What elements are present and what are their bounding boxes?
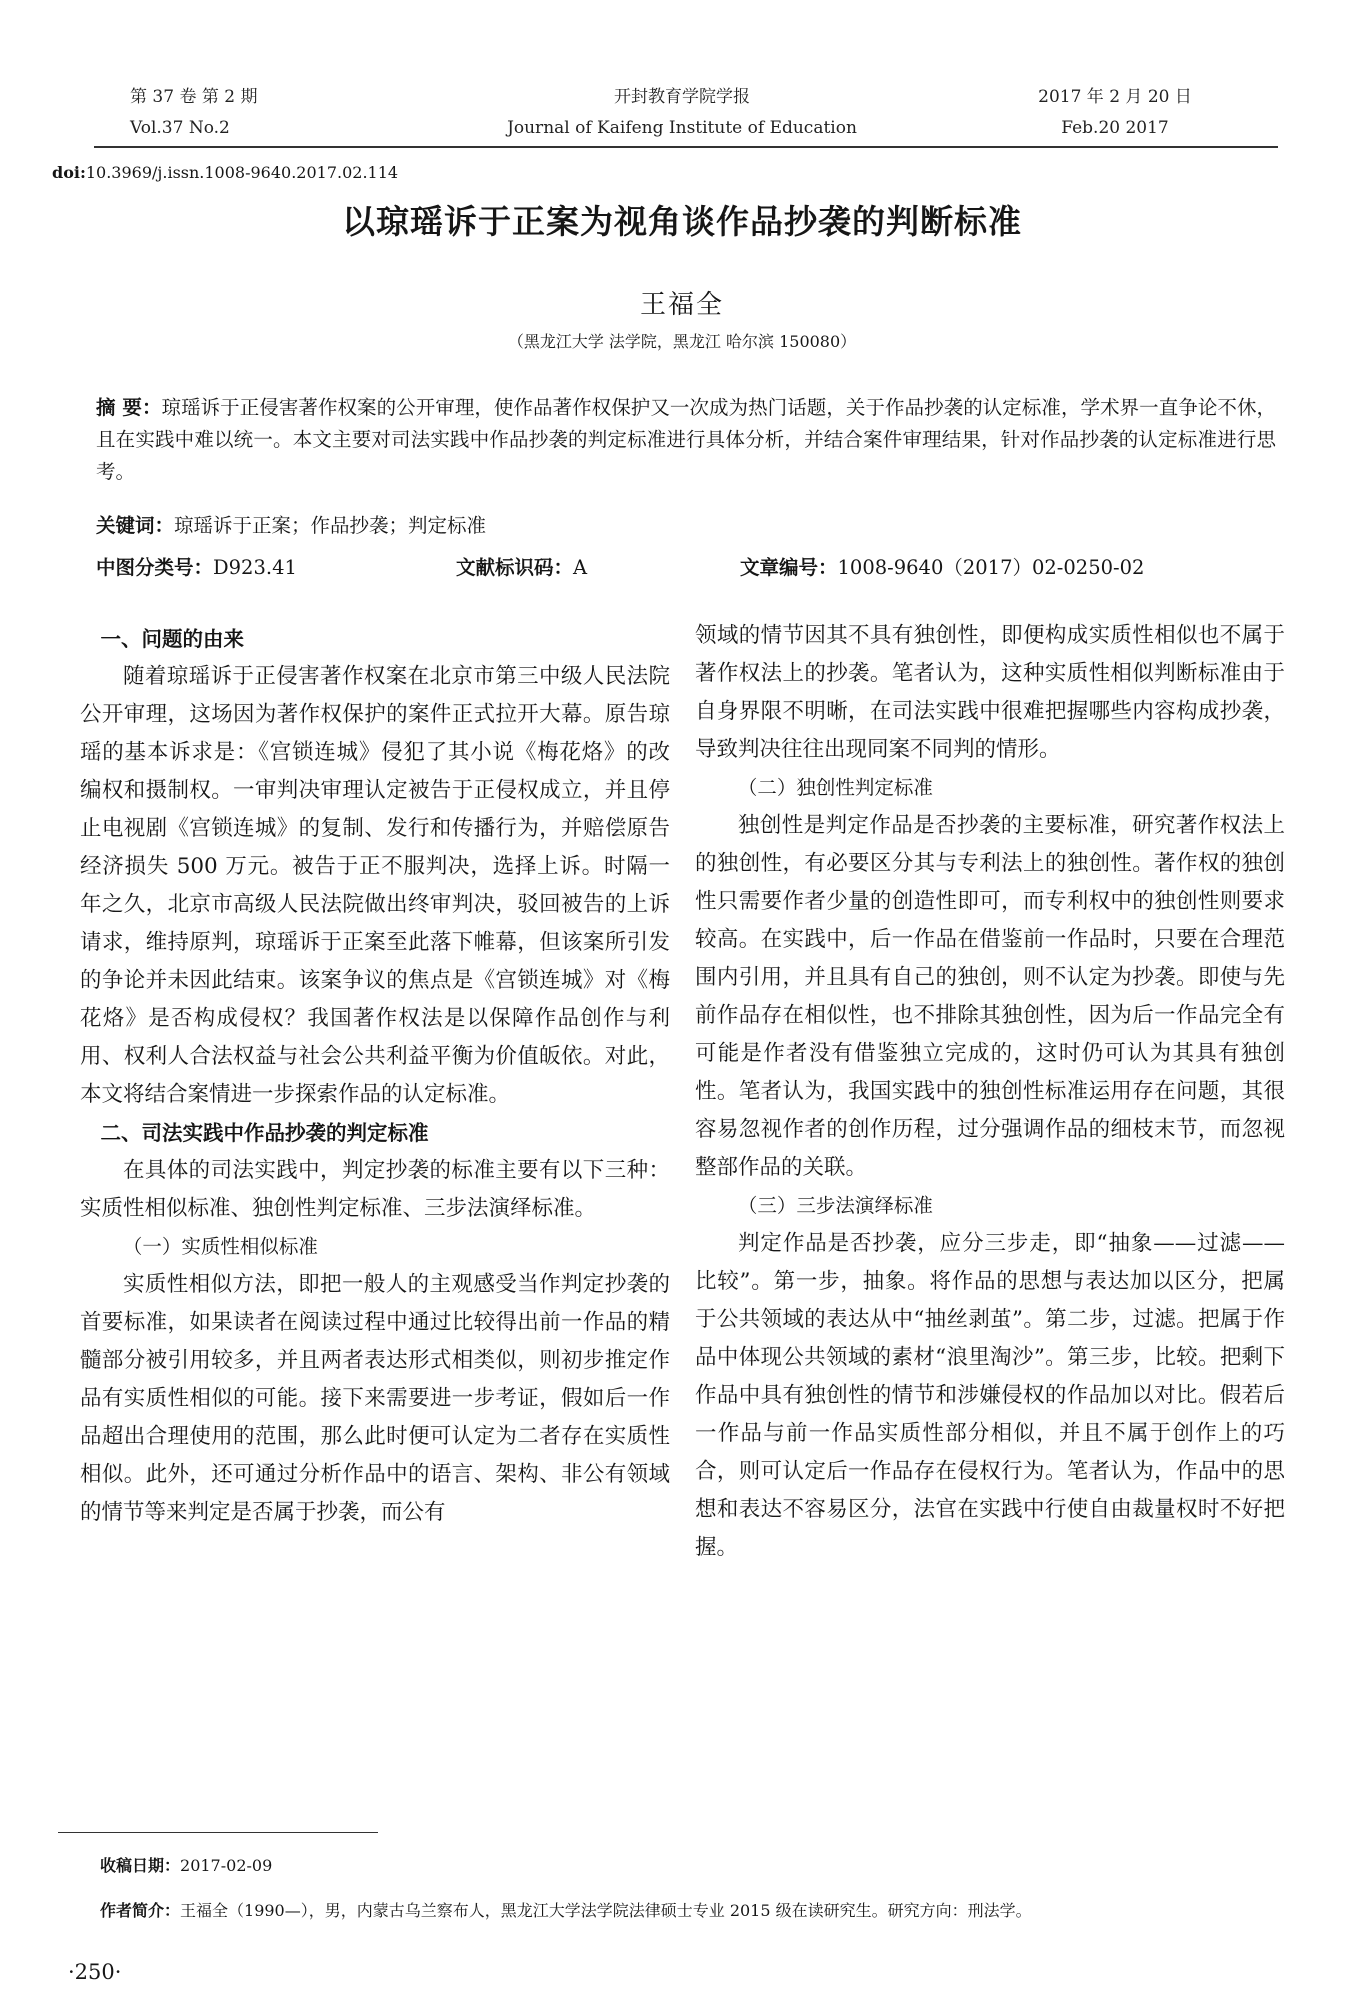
keywords-text: 琼瑶诉于正案；作品抄袭；判定标准	[174, 514, 487, 537]
header-journal-en: Journal of Kaifeng Institute of Education	[507, 118, 857, 138]
bio-text: 王福全（1990—），男，内蒙古乌兰察布人，黑龙江大学法学院法律硕士专业 2015 级在读研究生。研究方向：刑法学。	[180, 1901, 1032, 1920]
header-volume-en: Vol.37 No.2	[130, 118, 230, 138]
doi-label: doi:	[52, 163, 86, 182]
doi-line	[52, 163, 398, 182]
subsection-heading: （一）实质性相似标准	[122, 1235, 318, 1258]
article-title: 以琼瑶诉于正案为视角谈作品抄袭的判断标准	[342, 202, 1022, 241]
abstract-text: 琼瑶诉于正侵害著作权案的公开审理，使作品著作权保护又一次成为热门话题，关于作品抄袭的认定标准，学术界一直争论不休，且在实践中难以统一。本文主要对司法实践中作品抄袭的判定标准进行具体分析，并结合案件审理结果，针对作品抄袭的认定标准进行思考。	[96, 396, 1276, 483]
keywords	[96, 510, 486, 538]
header-date-en: Feb.20 2017	[1061, 118, 1169, 138]
document-code-value: A	[573, 556, 588, 579]
footnote-rule	[58, 1832, 378, 1833]
header-rule	[94, 146, 1278, 148]
paragraph: 独创性是判定作品是否抄袭的主要标准，研究著作权法上的独创性，有必要区分其与专利法上的独创性。著作权的独创性只需要作者少量的创造性即可，而专利权中的独创性则要求较高。在实践中，后一作品在借鉴前一作品时，只要在合理范围内引用，并且具有自己的独创，则不认定为抄袭。即使与先前作品存在相似性，也不排除其独创性，因为后一作品完全有可能是作者没有借鉴独立完成的，这时仍可认为其具有独创性。笔者认为，我国实践中的独创性标准运用存在问题，其很容易忽视作者的创作历程，过分强调作品的细枝末节，而忽视整部作品的关联。	[695, 813, 1285, 1180]
paragraph-continued: 领域的情节因其不具有独创性，即便构成实质性相似也不属于著作权法上的抄袭。笔者认为，这种实质性相似判断标准由于自身界限不明晰，在司法实践中很难把握哪些内容构成抄袭，导致判决往往出现同案不同判的情形。	[695, 623, 1285, 762]
article-number-value: 1008-9640（2017）02-0250-02	[837, 556, 1145, 579]
subsection-heading: （三）三步法演绎标准	[737, 1194, 933, 1217]
received-date	[100, 1853, 272, 1876]
author-affiliation: （黑龙江大学 法学院，黑龙江 哈尔滨 150080）	[507, 332, 857, 351]
section-heading-1: 一、问题的由来	[100, 627, 244, 651]
author-bio	[100, 1898, 1032, 1921]
document-code	[456, 552, 587, 580]
subsection-heading: （二）独创性判定标准	[737, 776, 933, 799]
classification	[96, 552, 297, 580]
author-name: 王福全	[639, 290, 724, 320]
paragraph: 在具体的司法实践中，判定抄袭的标准主要有以下三种：实质性相似标准、独创性判定标准、三步法演绎标准。	[80, 1158, 670, 1221]
body-right-column	[695, 617, 1285, 1567]
bio-label: 作者简介：	[100, 1901, 181, 1920]
classification-label: 中图分类号：	[96, 556, 214, 579]
page-number: ·250·	[68, 1960, 122, 1984]
received-label: 收稿日期：	[100, 1856, 181, 1875]
body-left-column	[80, 620, 670, 1532]
abstract	[96, 392, 1276, 488]
paragraph: 实质性相似方法，即把一般人的主观感受当作判定抄袭的首要标准，如果读者在阅读过程中通过比较得出前一作品的精髓部分被引用较多，并且两者表达形式相类似，则初步推定作品有实质性相似的可能。接下来需要进一步考证，假如后一作品超出合理使用的范围，那么此时便可认定为二者存在实质性相似。此外，还可通过分析作品中的语言、架构、非公有领域的情节等来判定是否属于抄袭，而公有	[80, 1272, 670, 1525]
article-number-label: 文章编号：	[740, 556, 838, 579]
paragraph: 判定作品是否抄袭，应分三步走，即“抽象——过滤——比较”。第一步，抽象。将作品的思想与表达加以区分，把属于公共领域的表达从中“抽丝剥茧”。第二步，过滤。把属于作品中体现公共领域的素材“浪里淘沙”。第三步，比较。把剩下作品中具有独创性的情节和涉嫌侵权的作品加以对比。假若后一作品与前一作品实质性部分相似，并且不属于创作上的巧合，则可认定后一作品存在侵权行为。笔者认为，作品中的思想和表达不容易区分，法官在实践中行使自由裁量权时不好把握。	[695, 1231, 1285, 1560]
article-number	[740, 552, 1144, 580]
paragraph: 随着琼瑶诉于正侵害著作权案在北京市第三中级人民法院公开审理，这场因为著作权保护的案件正式拉开大幕。原告琼瑶的基本诉求是：《宫锁连城》侵犯了其小说《梅花烙》的改编权和摄制权。一审判决审理认定被告于正侵权成立，并且停止电视剧《宫锁连城》的复制、发行和传播行为，并赔偿原告经济损失 500 万元。被告于正不服判决，选择上诉。时隔一年之久，北京市高级人民法院做出终审判决，驳回被告的上诉请求，维持原判，琼瑶诉于正案至此落下帷幕，但该案所引发的争论并未因此结束。该案争议的焦点是《宫锁连城》对《梅花烙》是否构成侵权？我国著作权法是以保障作品创作与利用、权利人合法权益与社会公共利益平衡为价值皈依。对此，本文将结合案情进一步探索作品的认定标准。	[80, 664, 670, 1107]
classification-value: D923.41	[213, 556, 297, 579]
header-date-cn: 2017 年 2 月 20 日	[1038, 87, 1192, 107]
keywords-label: 关键词：	[96, 514, 175, 537]
abstract-label: 摘 要：	[96, 396, 162, 419]
document-code-label: 文献标识码：	[456, 556, 574, 579]
doi-value: 10.3969/j.issn.1008-9640.2017.02.114	[85, 163, 399, 182]
section-heading-2: 二、司法实践中作品抄袭的判定标准	[100, 1121, 429, 1145]
received-value: 2017-02-09	[180, 1856, 273, 1875]
header-volume-cn: 第 37 卷 第 2 期	[130, 87, 258, 107]
header-journal-cn: 开封教育学院学报	[614, 87, 750, 107]
